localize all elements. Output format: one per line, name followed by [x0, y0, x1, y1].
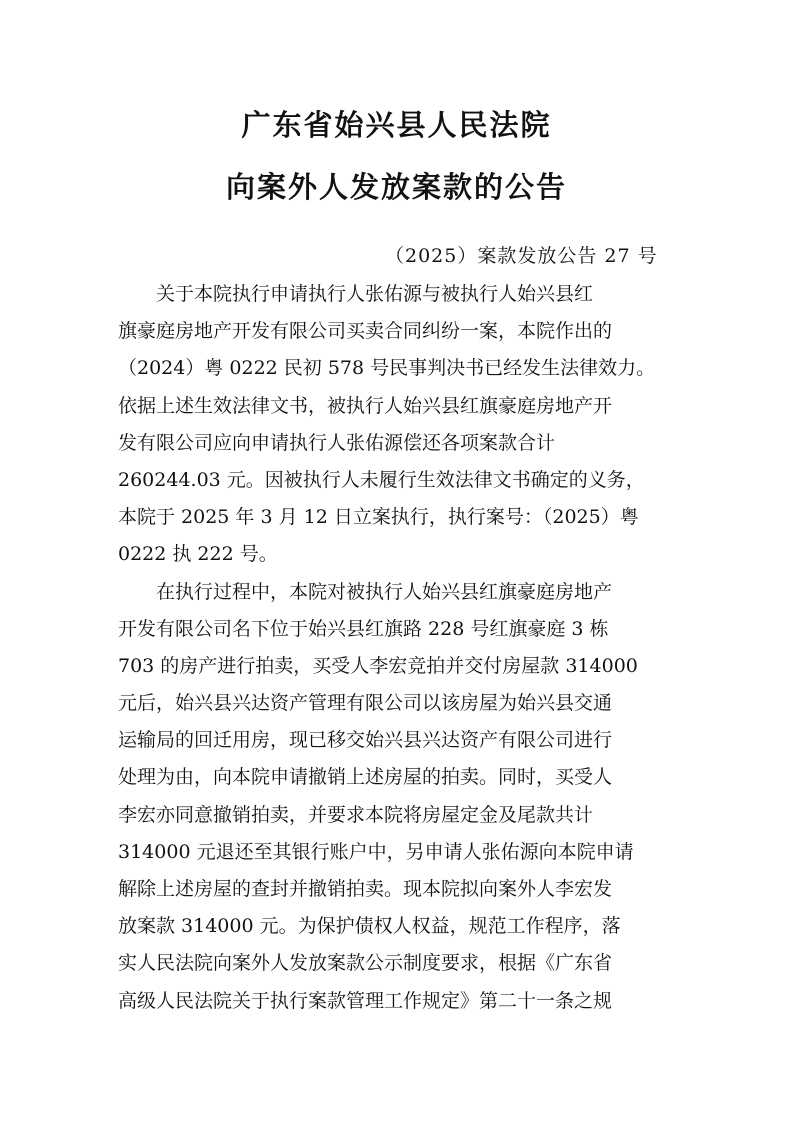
paragraph-line: 旗豪庭房地产开发有限公司买卖合同纠纷一案，本院作出的 [118, 320, 613, 342]
paragraph-line: 260244.03 元。因被执行人未履行生效法律文书确定的义务， [118, 469, 645, 491]
paragraph-line: 解除上述房屋的查封并撤销拍卖。现本院拟向案外人李宏发 [118, 878, 613, 900]
paragraph-line: 314000 元退还至其银行账户中，另申请人张佑源向本院申请 [118, 841, 634, 863]
paragraph-line: 0222 执 222 号。 [118, 543, 278, 565]
paragraph-line: 元后，始兴县兴达资产管理有限公司以该房屋为始兴县交通 [118, 692, 613, 714]
paragraph-line: 实人民法院向案外人发放案款公示制度要求，根据《广东省 [118, 952, 613, 974]
paragraph-line: 李宏亦同意撤销拍卖，并要求本院将房屋定金及尾款共计 [118, 804, 594, 826]
paragraph-line: 放案款 314000 元。为保护债权人权益，规范工作程序，落 [118, 915, 621, 937]
document-title-line1: 广东省始兴县人民法院 [241, 108, 552, 142]
paragraph-line: 高级人民法院关于执行案款管理工作规定》第二十一条之规 [118, 990, 613, 1012]
document-title-line2: 向案外人发放案款的公告 [225, 170, 567, 204]
paragraph-line: 在执行过程中，本院对被执行人始兴县红旗豪庭房地产 [156, 581, 613, 603]
paragraph-line: 开发有限公司名下位于始兴县红旗路 228 号红旗豪庭 3 栋 [118, 618, 609, 640]
paragraph-line: 703 的房产进行拍卖，买受人李宏竞拍并交付房屋款 314000 [118, 655, 638, 677]
paragraph-line: 发有限公司应向申请执行人张佑源偿还各项案款合计 [118, 432, 556, 454]
document-number: （2025）案款发放公告 27 号 [385, 245, 658, 267]
paragraph-line: 处理为由，向本院申请撤销上述房屋的拍卖。同时，买受人 [118, 766, 613, 788]
paragraph-line: 关于本院执行申请执行人张佑源与被执行人始兴县红 [156, 283, 594, 305]
paragraph-line: 运输局的回迁用房，现已移交始兴县兴达资产有限公司进行 [118, 729, 613, 751]
paragraph-line: 本院于 2025 年 3 月 12 日立案执行，执行案号：（2025）粤 [118, 506, 639, 528]
paragraph-line: 依据上述生效法律文书，被执行人始兴县红旗豪庭房地产开 [118, 395, 613, 417]
paragraph-line: （2024）粤 0222 民初 578 号民事判决书已经发生法律效力。 [118, 357, 656, 379]
